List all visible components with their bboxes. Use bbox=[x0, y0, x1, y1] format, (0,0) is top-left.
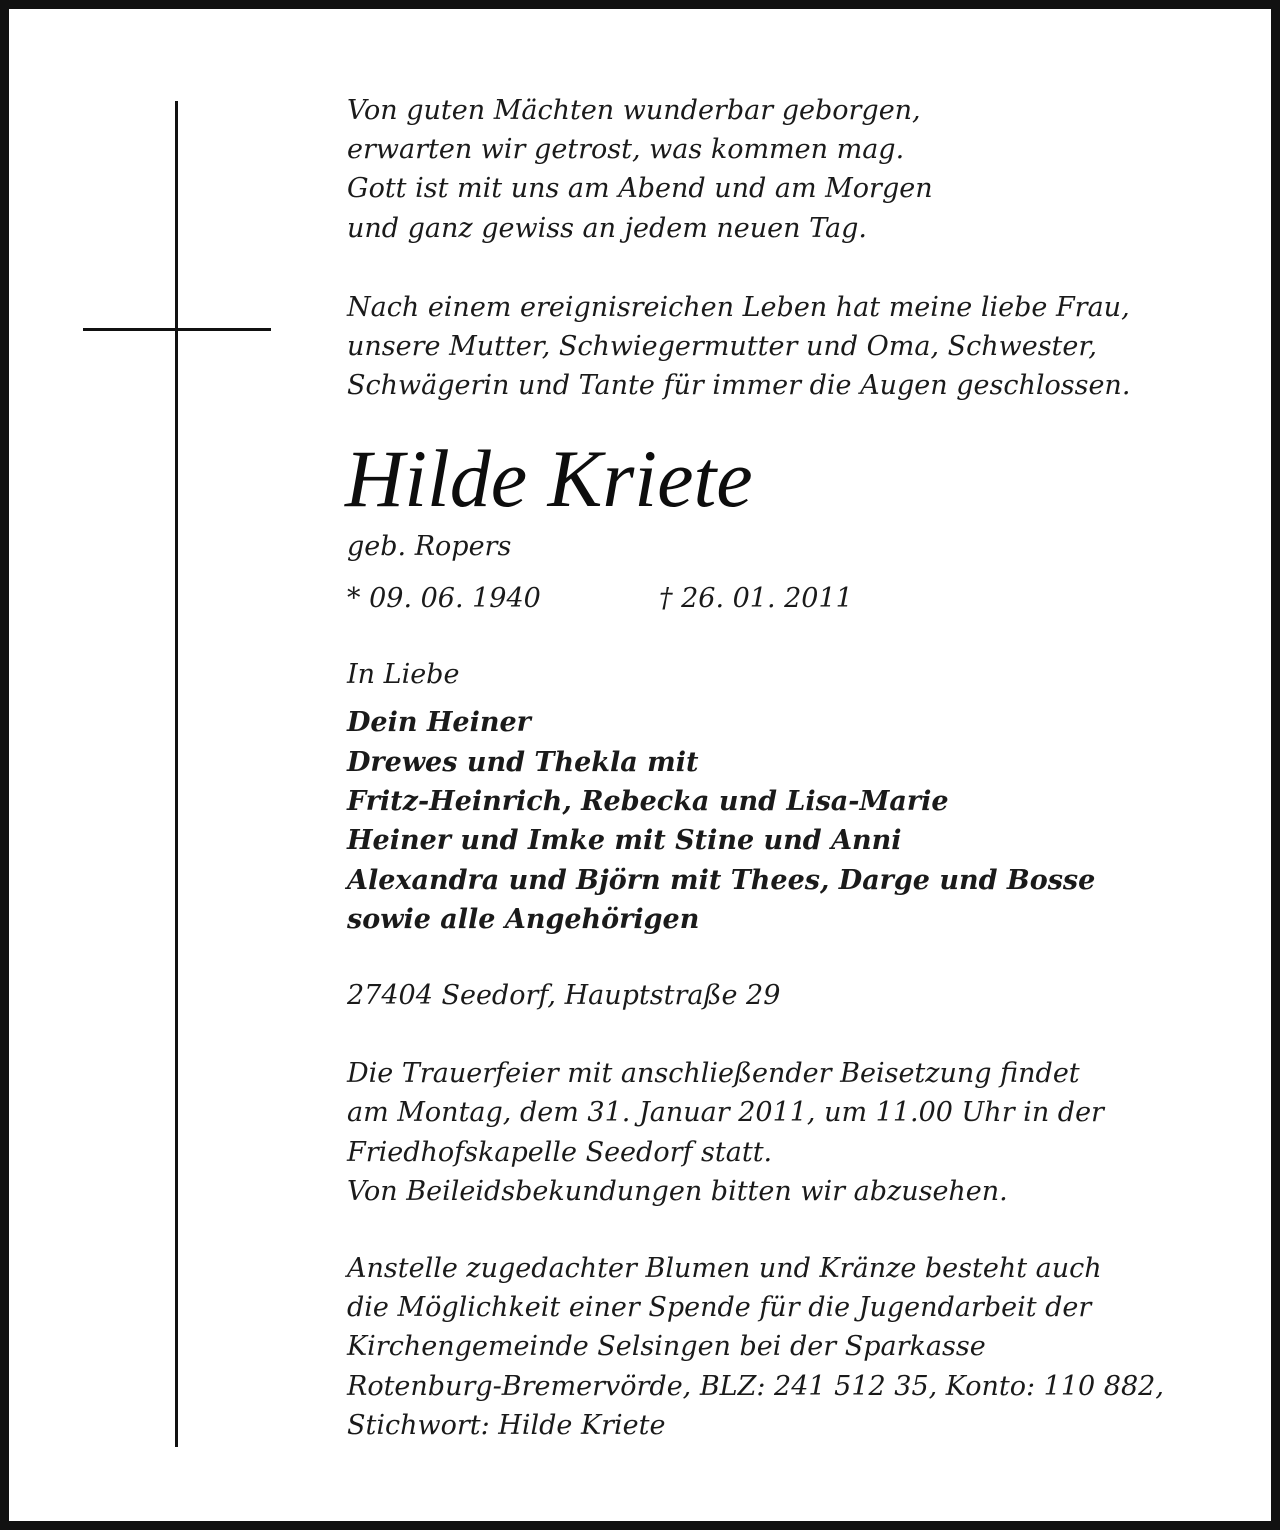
poem-line: Gott ist mit uns am Abend und am Morgen bbox=[347, 173, 933, 205]
mourner-line: Fritz-Heinrich, Rebecka und Lisa-Marie bbox=[347, 786, 949, 818]
donation-notice bbox=[347, 1249, 1247, 1445]
deceased-name: Hilde Kriete bbox=[345, 433, 753, 525]
announcement-line: Nach einem ereignisreichen Leben hat meine liebe Frau, bbox=[347, 291, 1130, 323]
announcement bbox=[347, 288, 1247, 406]
donation-notice-line: Anstelle zugedachter Blumen und Kränze besteht auch bbox=[347, 1253, 1102, 1285]
mourners-list bbox=[347, 703, 1247, 939]
mourner-line: Alexandra und Björn mit Thees, Darge und Bosse bbox=[347, 864, 1096, 896]
maiden-name: geb. Ropers bbox=[347, 531, 512, 563]
donation-notice-line: Kirchengemeinde Selsingen bei der Sparkasse bbox=[347, 1331, 986, 1363]
cross-vertical-bar bbox=[175, 101, 178, 1447]
life-dates bbox=[347, 579, 1247, 619]
announcement-line: unsere Mutter, Schwiegermutter und Oma, Schwester, bbox=[347, 331, 1097, 363]
birth-date: * 09. 06. 1940 bbox=[347, 583, 541, 615]
poem-line: erwarten wir getrost, was kommen mag. bbox=[347, 134, 905, 166]
poem bbox=[347, 91, 1247, 248]
mourner-line: Heiner und Imke mit Stine und Anni bbox=[347, 825, 902, 857]
donation-notice-line: Stichwort: Hilde Kriete bbox=[347, 1409, 666, 1441]
obituary-content bbox=[347, 91, 1247, 1445]
poem-line: und ganz gewiss an jedem neuen Tag. bbox=[347, 212, 867, 244]
death-date: † 26. 01. 2011 bbox=[659, 583, 853, 615]
poem-line: Von guten Mächten wunderbar geborgen, bbox=[347, 95, 921, 126]
announcement-line: Schwägerin und Tante für immer die Augen geschlossen. bbox=[347, 370, 1131, 402]
address: 27404 Seedorf, Hauptstraße 29 bbox=[347, 980, 781, 1012]
funeral-notice-line: Von Beileidsbekundungen bitten wir abzusehen. bbox=[347, 1175, 1008, 1207]
closing-phrase: In Liebe bbox=[347, 659, 460, 691]
funeral-notice-line: Friedhofskapelle Seedorf statt. bbox=[347, 1136, 773, 1168]
funeral-notice-line: am Montag, dem 31. Januar 2011, um 11.00 Uhr in der bbox=[347, 1097, 1104, 1129]
donation-notice-line: Rotenburg-Bremervörde, BLZ: 241 512 35, Konto: 110 882, bbox=[347, 1370, 1164, 1402]
mourner-line: Drewes und Thekla mit bbox=[347, 746, 699, 778]
funeral-notice-line: Die Trauerfeier mit anschließender Beisetzung findet bbox=[347, 1058, 1080, 1090]
cross-horizontal-bar bbox=[83, 328, 271, 331]
donation-notice-line: die Möglichkeit einer Spende für die Jugendarbeit der bbox=[347, 1292, 1092, 1324]
mourner-line: Dein Heiner bbox=[347, 707, 531, 739]
mourner-line: sowie alle Angehörigen bbox=[347, 903, 700, 935]
funeral-notice bbox=[347, 1054, 1247, 1211]
